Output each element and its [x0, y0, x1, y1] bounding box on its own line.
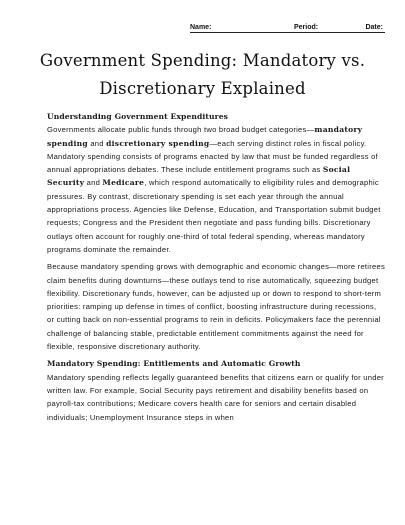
paragraph-intro: [47, 123, 385, 256]
text-run: and: [87, 138, 107, 148]
text-run: Governments allocate public funds through two broad budget categories—: [47, 125, 315, 135]
bold-term-social-security: Social Security: [47, 165, 351, 188]
period-label: Period:: [294, 24, 319, 31]
text-run: , which respond automatically to eligibility rules and demographic pressures. By contrast, discretionary spending is set each year through the annual appropriations process. Agencies like Defense, Education, and Transportation submit budget requests; Congress and the President then negotiate and pass funding bills. Discretionary outlays often account for roughly one-third of total federal spending, whereas mandatory programs dominate the remainder.: [47, 178, 381, 254]
bold-term-medicare: Medicare: [102, 178, 145, 188]
date-label: Date:: [365, 24, 383, 31]
text-run: —each serving distinct roles in fiscal policy. Mandatory spending consists of programs enacted by law that must be funded regardless of annual appropriations debates. These include entitlement programs such as: [47, 138, 378, 175]
title-line-2: Discretionary Explained: [99, 79, 306, 98]
name-period-date-line: [190, 22, 385, 33]
page-title: [20, 47, 385, 103]
paragraph-entitlements: Mandatory spending reflects legally guaranteed benefits that citizens earn or qualify for under written law. For example, Social Security pays retirement and disability benefits based on payroll-tax contributions; Medicare covers health care for seniors and certain disabled individuals; Unemployment Insurance steps in when: [47, 372, 384, 422]
section-heading-understanding: Understanding Government Expenditures: [47, 112, 229, 121]
text-run: and: [84, 178, 103, 188]
article-body: [47, 110, 385, 427]
bold-term-mandatory: mandatory spending: [47, 125, 363, 148]
paragraph-growth: Because mandatory spending grows with demographic and economic changes—more retirees claim benefits during downturns—these outlays tend to rise automatically, squeezing budget flexibility. Discretionary funds, however, can be adjusted up or down to respond to short-term priorities: ramping up defense in times of conflict, boosting infrastructure during recessions, or cutting back on non-essential programs to rein in deficits. Policymakers face the perennial challenge of balancing stable, predictable entitlement commitments against the need for flexible, responsive discretionary authority.: [47, 262, 385, 352]
name-label: Name:: [190, 24, 212, 31]
title-line-1: Government Spending: Mandatory vs.: [39, 51, 366, 70]
bold-term-discretionary: discretionary spending: [106, 138, 210, 148]
section-heading-mandatory: Mandatory Spending: Entitlements and Automatic Growth: [47, 359, 301, 369]
